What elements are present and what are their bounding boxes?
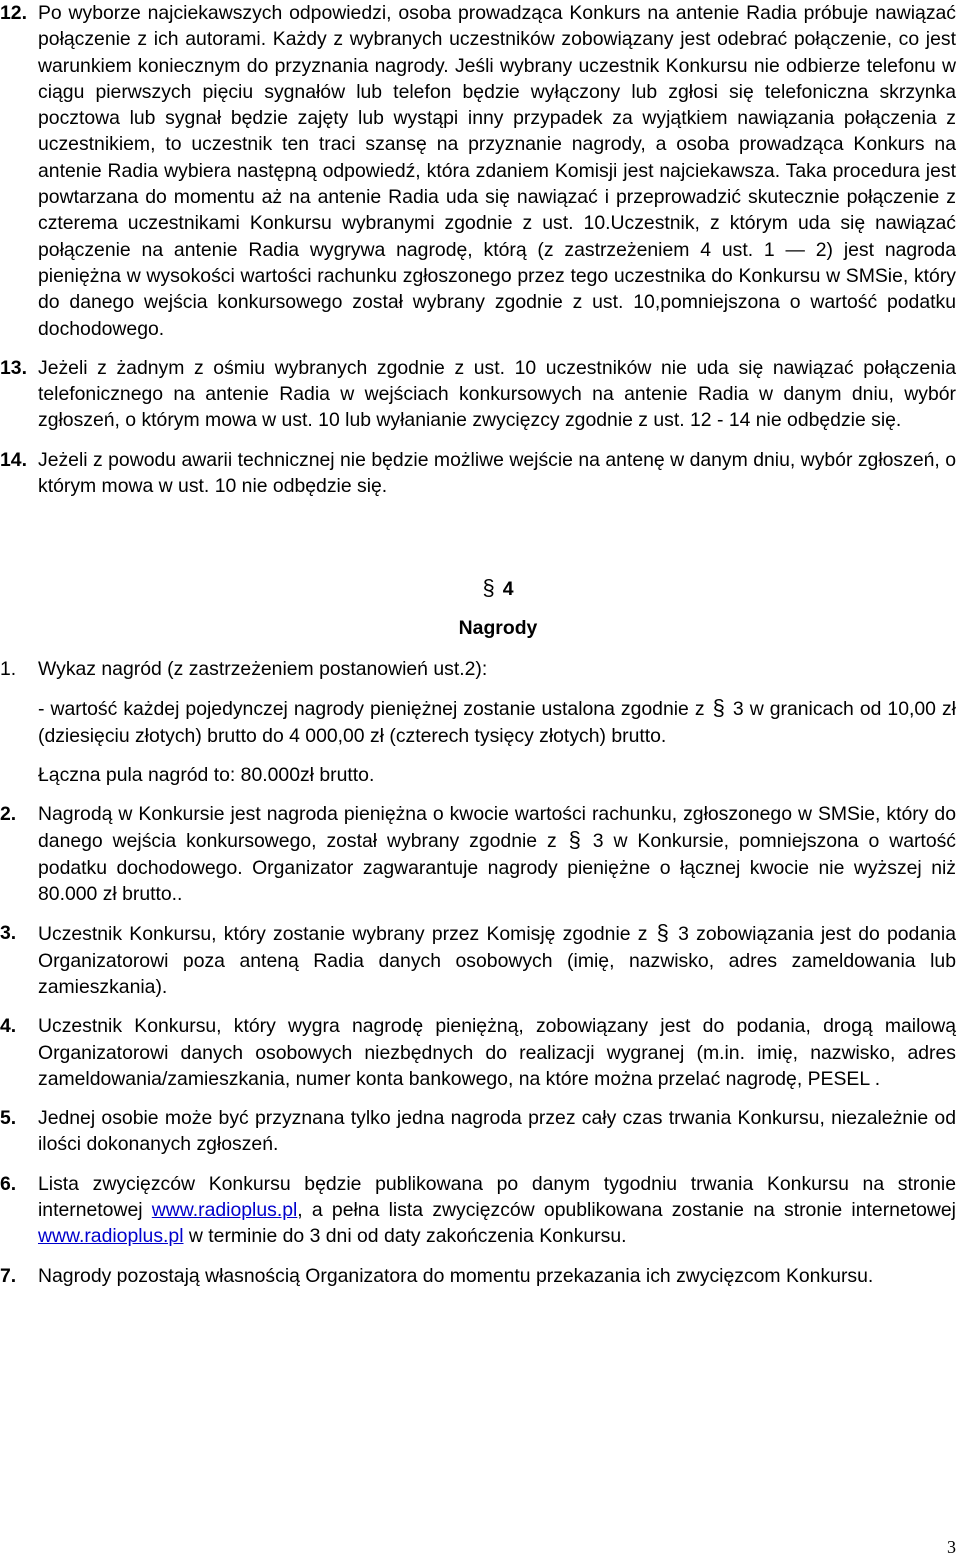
text-fragment: 3 zobowiązania jest do podania Organizatorowi poza anteną Radia danych osobowych (imię, nazwisko, adres zameldowania lub zamieszkania). xyxy=(38,923,956,998)
text-fragment: , a pełna lista zwycięzców opublikowana zostanie na stronie internetowej xyxy=(297,1198,956,1221)
paragraph-text xyxy=(38,920,956,1000)
text-fragment: Lista zwycięzców Konkursu będzie publikowana po danym tygodniu trwania Konkursu na stronie internetowej xyxy=(38,1172,956,1221)
paragraph-symbol: § xyxy=(656,920,669,946)
paragraph-symbol: § xyxy=(568,827,581,853)
paragraph-number: 4. xyxy=(0,1015,17,1038)
paragraph-text xyxy=(38,1171,956,1250)
paragraph-prize-3 xyxy=(0,920,956,1000)
paragraph-prize-6 xyxy=(0,1171,956,1250)
paragraph-number: 6. xyxy=(0,1172,17,1195)
paragraph-number: 2. xyxy=(0,803,17,826)
prize-list-heading: Wykaz nagród (z zastrzeżeniem postanowień ust.2): xyxy=(38,657,488,680)
paragraph-prize-7 xyxy=(0,1263,956,1289)
paragraph-12 xyxy=(0,0,956,342)
paragraph-text: Jeżeli z powodu awarii technicznej nie będzie możliwe wejście na antenę w danym dniu, wybór zgłoszeń, o którym mowa w ust. 10 nie odbędzie się. xyxy=(38,448,956,498)
text-fragment: - wartość każdej pojedynczej nagrody pieniężnej zostanie ustalona zgodnie z xyxy=(38,698,711,721)
paragraph-number: 5. xyxy=(0,1107,17,1130)
paragraph-text: Jeżeli z żadnym z ośmiu wybranych zgodnie z ust. 10 uczestników nie uda się nawiązać połączenia telefonicznego na antenie Radia w wejściach konkursowych na antenie Radia w danym dniu, wybór zgłoszeń, o którym mowa w ust. 10 lub wyłanianie zwycięzcy zgodnie z ust. 12 - 14 nie odbędzie się. xyxy=(38,356,956,432)
radioplus-link[interactable]: www.radioplus.pl xyxy=(38,1225,184,1248)
paragraph-number: 13. xyxy=(0,356,27,379)
paragraph-number: 1. xyxy=(0,657,17,680)
paragraph-text: Nagrody pozostają własnością Organizatora do momentu przekazania ich zwycięzcom Konkursu. xyxy=(38,1264,874,1287)
paragraph-prize-2 xyxy=(0,801,956,907)
paragraph-symbol: § xyxy=(712,695,725,721)
section-title: Nagrody xyxy=(458,616,538,639)
paragraph-14 xyxy=(0,447,956,500)
text-fragment: w terminie do 3 dni od daty zakończenia Konkursu. xyxy=(183,1225,627,1248)
paragraph-prize-5 xyxy=(0,1105,956,1158)
paragraph-text xyxy=(38,801,956,907)
paragraph-number: 12. xyxy=(0,2,27,24)
radioplus-link[interactable]: www.radioplus.pl xyxy=(151,1198,298,1221)
paragraph-prize-4 xyxy=(0,1013,956,1092)
paragraph-text: Po wyborze najciekawszych odpowiedzi, osoba prowadząca Konkurs na antenie Radia próbuje nawiązać połączenie z ich autorami. Każdy z wybranych uczestników zobowiązany jest odebrać połączenie, co jest warunkiem koniecznym do przyznania nagrody. Jeśli wybrany uczestnik Konkursu nie odbierze telefonu w ciągu pierwszych pięciu sygnałów lub telefon będzie wyłączony lub zgłosi się telefoniczna skrzynka pocztowa lub sygnał będzie zajęty lub wystąpi inny przypadek za wyjątkiem nawiązania połączenia z uczestnikiem, to uczestnik ten traci szansę na przyznanie nagrody, a osoba prowadząca Konkurs na antenie Radia wybiera następną odpowiedź, która zdaniem Komisji jest najciekawsza. Taka procedura jest powtarzana do momentu aż na antenie Radia uda się nawiązać i przeprowadzić skutecznie połączenie z czterema uczestnikami Konkursu wybranymi zgodnie z ust. 10.Uczestnik, z którym uda się nawiązać połączenie na antenie Radia wygrywa nagrodę, którą (z zastrzeżeniem 4 ust. 1 — 2) jest nagroda pieniężna w wysokości wartości rachunku zgłoszonego przez tego uczestnika do Konkursu w SMSie, który do danego wejścia konkursowego został wybrany zgodnie z ust. 10,pomniejszona o wartość podatku dochodowego. xyxy=(38,2,956,340)
prize-value-text xyxy=(38,695,956,749)
prize-value-range xyxy=(0,695,956,749)
paragraph-text: Uczestnik Konkursu, który wygra nagrodę pieniężną, zobowiązany jest do podania, drogą mailową Organizatorowi danych osobowych niezbędnych do realizacji wygranej (m.in. imię, nazwisko, adres zameldowania/zamieszkania, numer konta bankowego, na które można przelać nagrodę, PESEL . xyxy=(38,1015,956,1090)
paragraph-number: 7. xyxy=(0,1264,17,1287)
text-fragment: Uczestnik Konkursu, który zostanie wybrany przez Komisję zgodnie z xyxy=(38,923,655,946)
section-heading xyxy=(0,575,956,641)
paragraph-number: 14. xyxy=(0,448,27,471)
page-number: 3 xyxy=(947,1537,956,1557)
paragraph-text: Jednej osobie może być przyznana tylko jedna nagroda przez cały czas trwania Konkursu, niezależnie od ilości dokonanych zgłoszeń. xyxy=(38,1107,956,1156)
prize-pool-total: Łączna pula nagród to: 80.000zł brutto. xyxy=(38,763,375,786)
text-fragment: 3 w granicach od 10,00 zł (dziesięciu złotych) brutto do 4 000,00 zł (czterech tysięcy złotych) brutto. xyxy=(38,698,956,747)
text-fragment: Nagrodą w Konkursie jest nagroda pieniężna o kwocie wartości rachunku, zgłoszonego w SMSie, który do danego wejścia konkursowego, został wybrany zgodnie z xyxy=(38,803,956,853)
section-number-line xyxy=(40,575,956,602)
section-symbol: § xyxy=(482,575,495,601)
section-number: 4 xyxy=(502,578,514,601)
paragraph-number: 3. xyxy=(0,922,17,945)
paragraph-13 xyxy=(0,355,956,434)
text-fragment: 3 w Konkursie, pomniejszona o wartość podatku dochodowego. Organizator zagwarantuje nagrody pieniężne o łącznej kwocie nie wyższej niż 80.000 zł brutto.. xyxy=(38,830,956,906)
prize-list-item-1 xyxy=(0,656,956,682)
